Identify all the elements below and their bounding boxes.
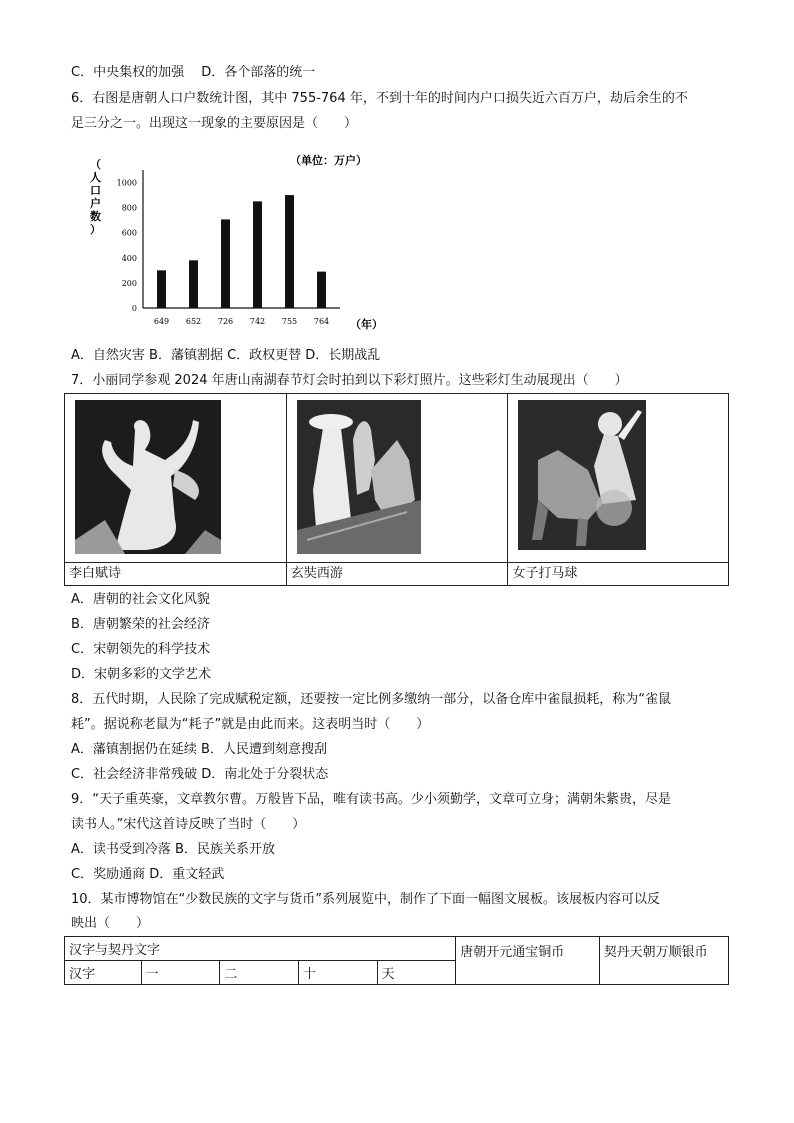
q8-options-cd: C．社会经济非常残破 D．南北处于分裂状态	[71, 767, 329, 782]
svg-text:（人口户数）: （人口户数）	[90, 158, 101, 236]
q9-options-cd: C．奖励通商 D．重文轻武	[71, 867, 225, 882]
q9-stem-line1: 9．“天子重英豪，文章教尔曹。万般皆下品，唯有读书高。少小须勤学，文章可立身；满朝朱紫贵，尽是	[71, 792, 672, 807]
char-cell: 十	[298, 961, 377, 985]
header-coin-khitan: 契丹天朝万顺银币	[599, 937, 728, 985]
q8-options-ab: A．藩镇割据仍在延续 B．人民遭到刻意搜刮	[71, 742, 327, 757]
q5-options-cd: C．中央集权的加强 D．各个部落的统一	[71, 65, 316, 80]
bar-755	[285, 195, 294, 308]
chart-xlabel: （年）	[350, 318, 383, 331]
q7-option-c: C．宋朝领先的科学技术	[71, 642, 211, 657]
q10-stem-line2: 映出（ ）	[71, 916, 150, 931]
x-tick-label-652: 652	[185, 317, 202, 326]
q7-stem: 7．小丽同学参观 2024 年唐山南湖春节灯会时拍到以下彩灯照片。这些彩灯生动展现出（ ）	[71, 373, 628, 388]
y-tick-label: 1000	[116, 178, 137, 188]
bar-649	[157, 270, 166, 308]
bar-652	[189, 260, 198, 308]
q6-stem-line2: 足三分之一。出现这一现象的主要原因是（ ）	[71, 116, 358, 131]
chart-title: （单位：万户）	[290, 154, 367, 167]
lantern-photo-polo	[518, 400, 646, 550]
caption-libai: 李白赋诗	[65, 563, 287, 586]
caption-polo: 女子打马球	[508, 563, 729, 586]
lantern-photo-libai	[75, 400, 221, 554]
y-tick-label: 0	[131, 304, 137, 313]
q7-option-b: B．唐朝繁荣的社会经济	[71, 617, 210, 632]
lantern-photo-table	[64, 393, 729, 586]
char-cell: 一	[141, 961, 220, 985]
row-label-hanzi: 汉字	[65, 961, 142, 985]
header-script: 汉字与契丹文字	[65, 937, 456, 961]
photo-cell-xuanzang	[286, 394, 508, 563]
char-cell: 天	[377, 961, 456, 985]
y-tick-label: 800	[121, 203, 137, 213]
lantern-photo-xuanzang	[297, 400, 421, 554]
y-tick-label: 400	[121, 253, 137, 263]
exhibit-board-table	[64, 936, 729, 985]
y-tick-label: 200	[121, 278, 137, 288]
y-tick-label: 600	[121, 228, 137, 238]
q10-stem-line1: 10．某市博物馆在“少数民族的文字与货币”系列展览中，制作了下面一幅图文展板。该展板内容可以反	[71, 892, 661, 907]
q8-stem-line2: 耗”。据说称老鼠为“耗子”就是由此而来。这表明当时（ ）	[71, 717, 430, 732]
bar-764	[317, 272, 326, 308]
chart-ylabel	[90, 158, 101, 236]
x-tick-label-726: 726	[217, 317, 234, 326]
x-tick-label-764: 764	[313, 317, 330, 326]
photo-cell-polo	[508, 394, 729, 563]
x-tick-label-755: 755	[281, 317, 298, 326]
x-tick-label-742: 742	[249, 317, 266, 326]
population-chart	[78, 150, 398, 340]
header-coin-kaiyuan: 唐朝开元通宝铜币	[456, 937, 599, 985]
x-tick-label-649: 649	[153, 317, 170, 326]
q9-stem-line2: 读书人。”宋代这首诗反映了当时（ ）	[71, 817, 306, 832]
q8-stem-line1: 8．五代时期，人民除了完成赋税定额，还要按一定比例多缴纳一部分，以备仓库中雀鼠损耗，称为“雀鼠	[71, 692, 672, 707]
q9-options-ab: A．读书受到冷落 B．民族关系开放	[71, 842, 275, 857]
q7-option-a: A．唐朝的社会文化风貌	[71, 592, 210, 607]
photo-cell-libai	[65, 394, 287, 563]
char-cell: 二	[220, 961, 299, 985]
q6-stem-line1: 6．右图是唐朝人口户数统计图，其中 755-764 年，不到十年的时间内户口损失近六百万户，劫后余生的不	[71, 91, 688, 106]
q7-option-d: D．宋朝多彩的文学艺术	[71, 667, 212, 682]
bar-726	[221, 219, 230, 308]
q6-options: A．自然灾害 B．藩镇割据 C．政权更替 D．长期战乱	[71, 348, 381, 363]
bar-742	[253, 201, 262, 308]
caption-xuanzang: 玄奘西游	[286, 563, 508, 586]
